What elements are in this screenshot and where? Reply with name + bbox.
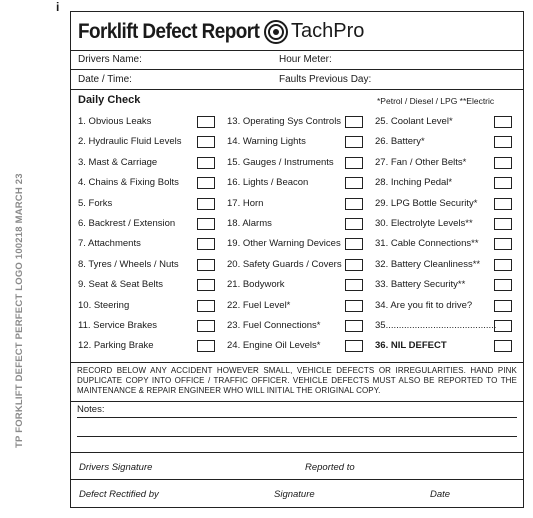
checklist-checkbox[interactable]: [345, 177, 363, 189]
checklist-checkbox[interactable]: [197, 177, 215, 189]
checklist-checkbox[interactable]: [494, 259, 512, 271]
checklist-checkbox[interactable]: [197, 136, 215, 148]
checklist-item-label: 28. Inching Pedal*: [375, 177, 453, 189]
checklist-item-label: 12. Parking Brake: [78, 340, 154, 352]
checklist-checkbox[interactable]: [197, 259, 215, 271]
checklist-checkbox[interactable]: [345, 218, 363, 230]
record-instructions: [71, 362, 523, 402]
driver-row: [71, 50, 523, 70]
checklist-checkbox[interactable]: [197, 320, 215, 332]
checklist-checkbox[interactable]: [197, 157, 215, 169]
checklist-checkbox[interactable]: [345, 136, 363, 148]
checklist-item-label: 3. Mast & Carriage: [78, 156, 158, 168]
checklist-checkbox[interactable]: [494, 157, 512, 169]
checklist-item-label: 31. Cable Connections**: [375, 238, 479, 250]
brand-name: TachPro: [291, 20, 365, 42]
checklist-checkbox[interactable]: [197, 238, 215, 250]
checklist-checkbox[interactable]: [494, 279, 512, 291]
checklist-item-label: 14. Warning Lights: [227, 136, 306, 148]
checklist-item-label: 36. NIL DEFECT: [375, 340, 447, 352]
signature-label: Signature: [274, 489, 315, 500]
form-header: [71, 12, 523, 51]
date-time-label: Date / Time:: [78, 74, 132, 85]
checklist-item-label: 10. Steering: [78, 299, 130, 311]
checklist-checkbox[interactable]: [494, 116, 512, 128]
checklist-checkbox[interactable]: [197, 340, 215, 352]
checklist-item-label: 4. Chains & Fixing Bolts: [78, 177, 179, 189]
checklist-checkbox[interactable]: [197, 279, 215, 291]
checklist-checkbox[interactable]: [494, 198, 512, 210]
checklist-checkbox[interactable]: [345, 116, 363, 128]
fuel-type-note: *Petrol / Diesel / LPG **Electric: [377, 96, 495, 106]
checklist-checkbox[interactable]: [345, 198, 363, 210]
checklist-checkbox[interactable]: [494, 177, 512, 189]
checklist-checkbox[interactable]: [197, 198, 215, 210]
notes-line: [77, 417, 517, 418]
checklist-item-label: 32. Battery Cleanliness**: [375, 258, 481, 270]
checklist-checkbox[interactable]: [494, 320, 512, 332]
tachpro-logo-icon: [264, 20, 288, 44]
checklist-checkbox[interactable]: [494, 300, 512, 312]
notes-line: [77, 436, 517, 437]
checklist-checkbox[interactable]: [494, 136, 512, 148]
defect-rectified-by-label: Defect Rectified by: [79, 489, 159, 500]
checklist-checkbox[interactable]: [494, 238, 512, 250]
checklist-item-label: 30. Electrolyte Levels**: [375, 218, 473, 229]
notes-label: Notes:: [77, 404, 105, 415]
record-text: RECORD BELOW ANY ACCIDENT HOWEVER SMALL, VEHICLE DEFECTS OR IRREGULARITIES. HAND PINK DUPLICATE COPY INTO OFFICE / TRAFFIC OFFICER. VEHICLE DEFECTS MUST ALSO BE REPORTED TO THE MAINTENANCE & REPAIR ENGINEER WHO WILL INITIAL THE ORIGINAL COPY.: [77, 366, 517, 395]
checklist-item-label: 17. Horn: [227, 197, 264, 209]
checklist-item-label: 19. Other Warning Devices: [227, 238, 341, 250]
hour-meter-label: Hour Meter:: [279, 54, 332, 65]
checklist-checkbox[interactable]: [345, 279, 363, 291]
checklist-item-label: 18. Alarms: [227, 218, 272, 229]
checklist-item-label: 23. Fuel Connections*: [227, 320, 321, 331]
rectified-row: [71, 479, 523, 508]
checklist-checkbox[interactable]: [197, 116, 215, 128]
daily-check-title: Daily Check: [78, 94, 141, 106]
faults-previous-day-label: Faults Previous Day:: [279, 74, 372, 85]
defect-report-form: [70, 11, 524, 508]
reported-to-label: Reported to: [305, 462, 355, 473]
checklist-checkbox[interactable]: [345, 300, 363, 312]
checklist-item-label: 22. Fuel Level*: [227, 299, 291, 311]
checklist-item-label: 24. Engine Oil Levels*: [227, 340, 321, 352]
drivers-signature-label: Drivers Signature: [79, 462, 153, 473]
checklist-checkbox[interactable]: [345, 259, 363, 271]
checklist-item-label: 33. Battery Security**: [375, 279, 466, 291]
checklist-item-label: 34. Are you fit to drive?: [375, 299, 473, 311]
page-mark: i: [56, 0, 60, 14]
checklist-item-label: 21. Bodywork: [227, 279, 285, 291]
checklist-checkbox[interactable]: [345, 320, 363, 332]
checklist-item-label: 8. Tyres / Wheels / Nuts: [78, 258, 179, 270]
side-code-text: TP FORKLIFT DEFECT PERFECT LOGO 100218 MARCH 23: [14, 173, 25, 448]
checklist-checkbox[interactable]: [494, 218, 512, 230]
drivers-name-label: Drivers Name:: [78, 54, 142, 65]
page-title: Forklift Defect Report: [78, 20, 260, 43]
date-label: Date: [430, 489, 451, 500]
checklist-item-label: 16. Lights / Beacon: [227, 177, 309, 189]
checklist-item-label: 5. Forks: [78, 197, 113, 209]
checklist-item-label: 7. Attachments: [78, 238, 141, 250]
checklist-item-label: 11. Service Brakes: [78, 320, 158, 331]
checklist-item-label: 1. Obvious Leaks: [78, 116, 152, 127]
checklist-item-label: 2. Hydraulic Fluid Levels: [78, 136, 182, 148]
checklist-item-label: 6. Backrest / Extension: [78, 218, 176, 229]
checklist-item-label: 9. Seat & Seat Belts: [78, 279, 164, 291]
checklist-item-label: 13. Operating Sys Controls: [227, 116, 342, 127]
checklist-checkbox[interactable]: [345, 238, 363, 250]
checklist-item-label: 26. Battery*: [375, 136, 425, 148]
checklist-checkbox[interactable]: [197, 300, 215, 312]
checklist-checkbox[interactable]: [345, 157, 363, 169]
checklist-item-label: 20. Safety Guards / Covers: [227, 258, 342, 270]
checklist-item-label: 35..........................................: [375, 320, 497, 331]
checklist-item-label: 27. Fan / Other Belts*: [375, 156, 467, 168]
date-row: [71, 70, 523, 90]
checklist-checkbox[interactable]: [197, 218, 215, 230]
checklist-item-label: 15. Gauges / Instruments: [227, 156, 334, 168]
checklist-item-label: 25. Coolant Level*: [375, 116, 453, 127]
checklist-checkbox[interactable]: [345, 340, 363, 352]
signature-row: [71, 452, 523, 480]
checklist-checkbox[interactable]: [494, 340, 512, 352]
checklist-item-label: 29. LPG Bottle Security*: [375, 197, 478, 209]
